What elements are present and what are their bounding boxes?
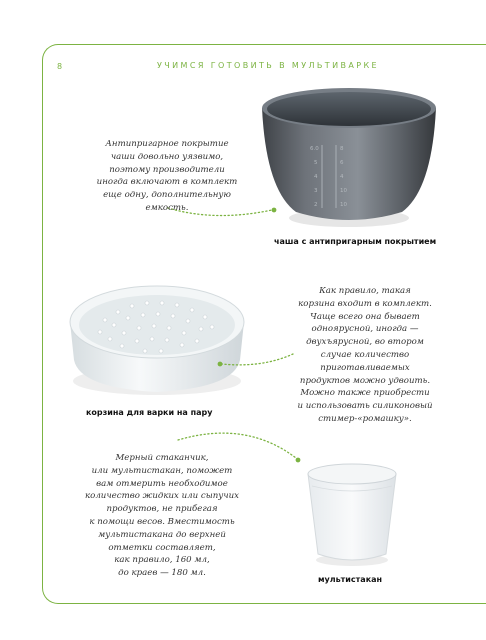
- note-line: мультистакана до верхней: [98, 529, 226, 540]
- cup-connector-dot: [296, 458, 301, 463]
- note-line: количество жидких или сыпучих: [85, 491, 239, 502]
- nonstick-bowl-image: [262, 88, 436, 227]
- bowl-scale-left-label: 5: [314, 160, 318, 166]
- bowl-scale-right-label: 6: [340, 160, 344, 166]
- note-line: продуктов можно удвоить.: [299, 375, 431, 386]
- note-line: Чаще всего она бывает: [310, 311, 420, 322]
- note-line: чаши довольно уязвимо,: [110, 151, 224, 162]
- chapter-title: УЧИМСЯ ГОТОВИТЬ В МУЛЬТИВАРКЕ: [157, 61, 379, 70]
- note-line: вам отмерить необходимое: [96, 478, 228, 489]
- steamer-basket-image: [70, 286, 244, 395]
- bowl-connector-dot: [272, 208, 277, 213]
- note-line: Как правило, такая: [319, 286, 411, 296]
- bowl-scale-left-label: 3: [314, 188, 318, 194]
- bowl-scale-left-label: 4: [314, 174, 318, 180]
- cup-caption: мультистакан: [318, 575, 383, 584]
- bowl-note: [92, 138, 242, 215]
- note-line: отметки составляет,: [108, 542, 216, 553]
- note-line: к помощи весов. Вместимость: [89, 516, 235, 527]
- note-line: как правило, 160 мл,: [114, 555, 210, 566]
- note-line: до краев — 180 мл.: [118, 568, 206, 579]
- bowl-scale-left-label: 2: [314, 202, 318, 208]
- steamer-note: [280, 285, 450, 426]
- bowl-scale-right-label: 10: [340, 202, 347, 208]
- note-line: Антипригарное покрытие: [105, 139, 229, 149]
- note-line: случае количество: [320, 349, 410, 360]
- note-line: одноярусной, иногда —: [311, 324, 419, 335]
- note-line: двухъярусной, во втором: [306, 337, 424, 348]
- note-line: иногда включают в комплект: [96, 177, 238, 188]
- note-line: еще одну, дополнительную: [103, 190, 231, 201]
- cup-rim: [308, 464, 396, 484]
- bowl-scale-right-label: 8: [340, 146, 344, 152]
- note-line: Можно также приобрести: [300, 388, 430, 399]
- note-line: и использовать силиконовый: [297, 401, 433, 412]
- measuring-cup-image: [308, 464, 396, 566]
- bowl-caption: чаша с антипригарным покрытием: [274, 237, 437, 246]
- cup-note: [72, 452, 252, 580]
- bowl-interior: [267, 92, 431, 126]
- note-line: корзина входит в комплект.: [298, 298, 432, 309]
- note-line: приготавливаемых: [320, 362, 410, 373]
- page-number: 8: [57, 62, 63, 71]
- note-line: продуктов, не прибегая: [106, 504, 218, 515]
- note-line: стимер-«ромашку».: [318, 413, 412, 424]
- bowl-scale-right-label: 4: [340, 174, 344, 180]
- bowl-scale-left-label: 6.0: [310, 146, 319, 152]
- note-line: Мерный стаканчик,: [115, 453, 209, 463]
- note-line: емкость.: [145, 202, 189, 213]
- steamer-caption: корзина для варки на пару: [86, 408, 213, 417]
- note-line: поэтому производители: [109, 164, 225, 175]
- bowl-scale-right-label: 10: [340, 188, 347, 194]
- note-line: или мультистакан, поможет: [91, 465, 233, 476]
- cup-wall: [308, 474, 396, 560]
- steamer-connector-dot: [218, 362, 223, 367]
